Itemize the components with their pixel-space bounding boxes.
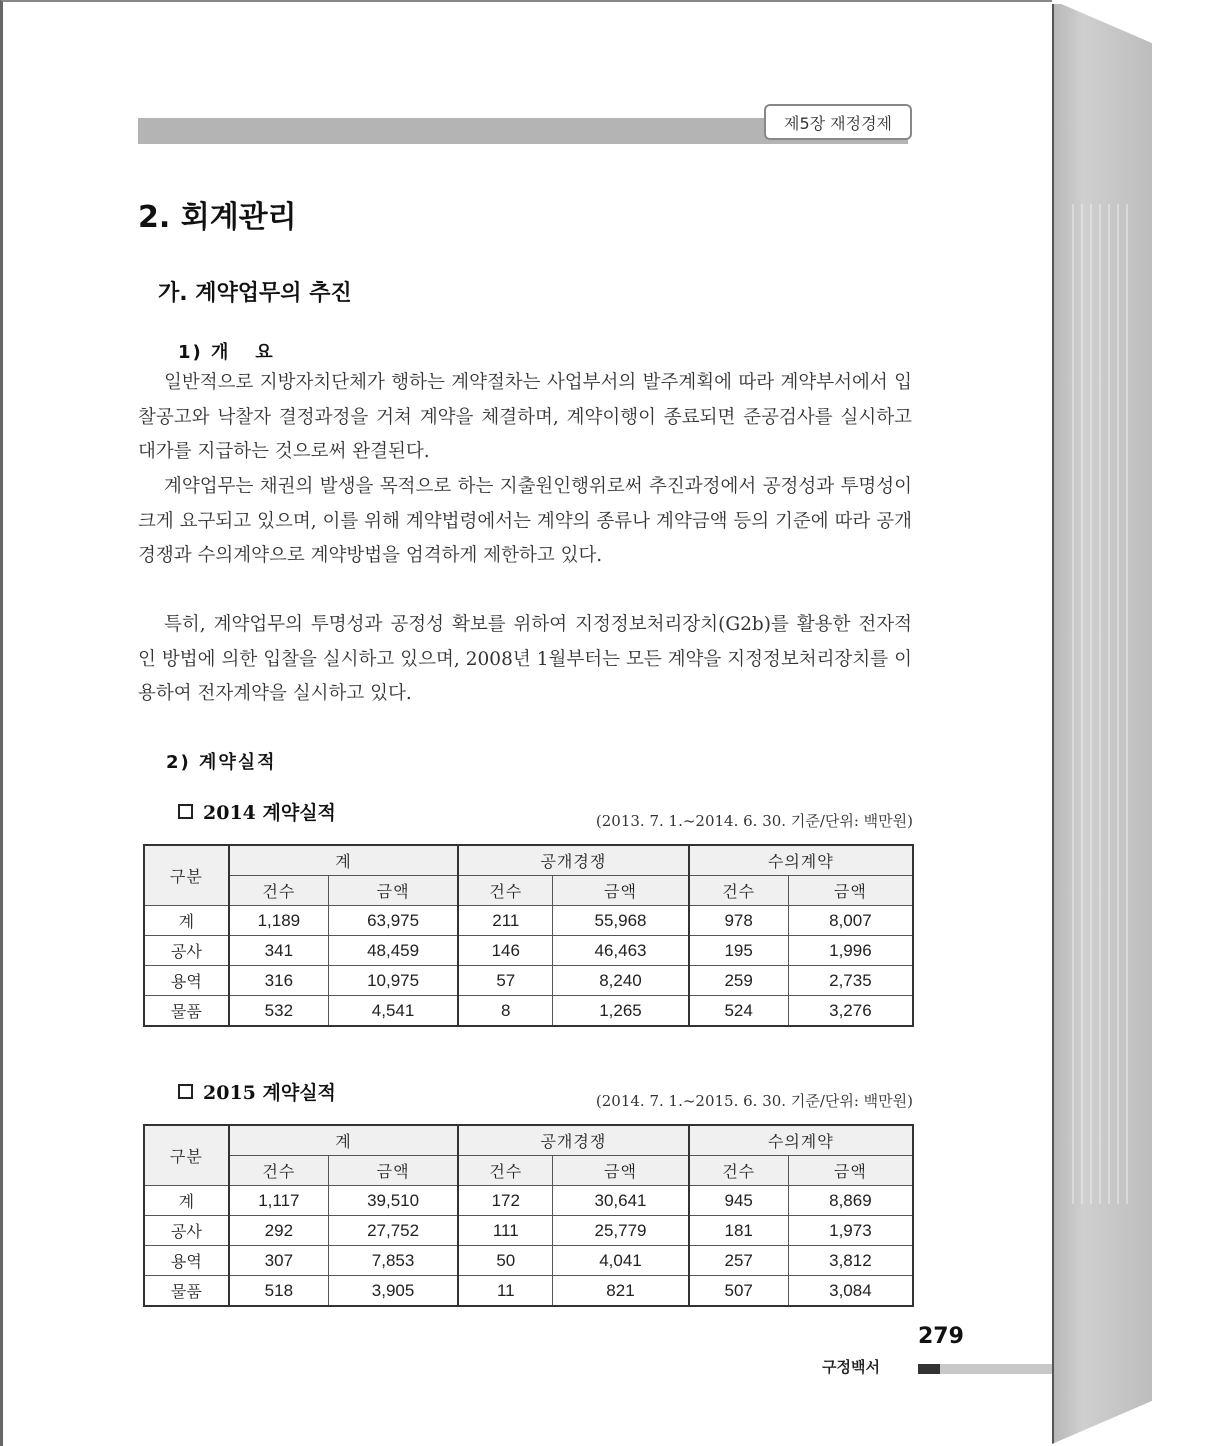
checkbox-icon <box>178 1084 193 1099</box>
cell: 257 <box>689 1246 789 1276</box>
results-heading: 2) 계약실적 <box>166 752 277 773</box>
cell: 8,869 <box>788 1186 913 1216</box>
table-row <box>144 906 913 936</box>
cell: 11 <box>458 1276 553 1307</box>
cell: 3,812 <box>788 1246 913 1276</box>
header-category: 구분 <box>144 845 229 906</box>
header-count: 건수 <box>229 1156 329 1186</box>
row-label: 물품 <box>144 996 229 1027</box>
cell: 2,735 <box>788 966 913 996</box>
book-title: 구정백서 <box>822 1358 880 1376</box>
cell: 524 <box>689 996 789 1027</box>
header-amount: 금액 <box>328 876 458 906</box>
header-amount: 금액 <box>553 876 689 906</box>
header-group-private: 수의계약 <box>689 1125 913 1156</box>
cell: 307 <box>229 1246 329 1276</box>
header-amount: 금액 <box>788 1156 913 1186</box>
section-title: 2. 회계관리 <box>138 200 297 235</box>
cell: 57 <box>458 966 553 996</box>
row-label: 공사 <box>144 1216 229 1246</box>
header-group-private: 수의계약 <box>689 845 913 876</box>
cell: 1,117 <box>229 1186 329 1216</box>
page-number: 279 <box>918 1324 964 1349</box>
subsection-title: 가. 계약업무의 추진 <box>158 281 352 306</box>
table-title-text: 2015 계약실적 <box>203 1082 336 1104</box>
cell: 4,541 <box>328 996 458 1027</box>
cell: 8,240 <box>553 966 689 996</box>
table-2015-title <box>178 1078 336 1105</box>
header-count: 건수 <box>458 876 553 906</box>
cell: 1,265 <box>553 996 689 1027</box>
cell: 181 <box>689 1216 789 1246</box>
row-label: 용역 <box>144 1246 229 1276</box>
row-label: 계 <box>144 1186 229 1216</box>
cell: 1,189 <box>229 906 329 936</box>
footer-bar <box>940 1364 1052 1374</box>
table-row <box>144 1216 913 1246</box>
table-row <box>144 1276 913 1307</box>
header-amount: 금액 <box>788 876 913 906</box>
cell: 532 <box>229 996 329 1027</box>
header-group-open: 공개경쟁 <box>458 1125 688 1156</box>
cell: 211 <box>458 906 553 936</box>
cell: 195 <box>689 936 789 966</box>
checkbox-icon <box>178 804 193 819</box>
cell: 945 <box>689 1186 789 1216</box>
table-2014-title <box>178 798 336 825</box>
cell: 39,510 <box>328 1186 458 1216</box>
cell: 292 <box>229 1216 329 1246</box>
cell: 259 <box>689 966 789 996</box>
cell: 507 <box>689 1276 789 1307</box>
cell: 25,779 <box>553 1216 689 1246</box>
footer-bar-accent <box>918 1364 940 1374</box>
row-label: 용역 <box>144 966 229 996</box>
cell: 10,975 <box>328 966 458 996</box>
header-count: 건수 <box>689 876 789 906</box>
table-row <box>144 936 913 966</box>
row-label: 공사 <box>144 936 229 966</box>
cell: 146 <box>458 936 553 966</box>
cell: 3,276 <box>788 996 913 1027</box>
header-category: 구분 <box>144 1125 229 1186</box>
cell: 8 <box>458 996 553 1027</box>
cell: 8,007 <box>788 906 913 936</box>
header-group-open: 공개경쟁 <box>458 845 688 876</box>
row-label: 물품 <box>144 1276 229 1307</box>
table-row <box>144 966 913 996</box>
cell: 1,973 <box>788 1216 913 1246</box>
cell: 50 <box>458 1246 553 1276</box>
header-amount: 금액 <box>328 1156 458 1186</box>
cell: 518 <box>229 1276 329 1307</box>
paragraph-1: 일반적으로 지방자치단체가 행하는 계약절차는 사업부서의 발주계획에 따라 계약부서에서 입찰공고와 낙찰자 결정과정을 거쳐 계약을 체결하며, 계약이행이 종료되면 준공검사를 실시하고 대가를 지급하는 것으로써 완결된다. <box>138 372 912 462</box>
cell: 27,752 <box>328 1216 458 1246</box>
chapter-tag: 제5장 재정경제 <box>764 104 912 140</box>
contract-table-2014 <box>143 844 914 1027</box>
table-2014-note: (2013. 7. 1.~2014. 6. 30. 기준/단위: 백만원) <box>595 812 913 830</box>
table-row <box>144 996 913 1027</box>
cell: 3,084 <box>788 1276 913 1307</box>
cell: 63,975 <box>328 906 458 936</box>
header-count: 건수 <box>458 1156 553 1186</box>
cell: 821 <box>553 1276 689 1307</box>
cell: 316 <box>229 966 329 996</box>
cell: 172 <box>458 1186 553 1216</box>
cell: 46,463 <box>553 936 689 966</box>
cell: 111 <box>458 1216 553 1246</box>
table-title-text: 2014 계약실적 <box>203 802 336 824</box>
cell: 48,459 <box>328 936 458 966</box>
header-group-total: 계 <box>229 1125 458 1156</box>
page-stack-lines <box>1072 204 1132 1204</box>
book-page-edge <box>1052 4 1152 1444</box>
table-2015-note: (2014. 7. 1.~2015. 6. 30. 기준/단위: 백만원) <box>595 1092 913 1110</box>
header-count: 건수 <box>229 876 329 906</box>
cell: 341 <box>229 936 329 966</box>
cell: 978 <box>689 906 789 936</box>
contract-table-2015 <box>143 1124 914 1307</box>
cell: 1,996 <box>788 936 913 966</box>
table-row <box>144 1246 913 1276</box>
table-row <box>144 1186 913 1216</box>
cell: 3,905 <box>328 1276 458 1307</box>
header-amount: 금액 <box>553 1156 689 1186</box>
cell: 4,041 <box>553 1246 689 1276</box>
cell: 55,968 <box>553 906 689 936</box>
page-edge-top-corner <box>1052 0 1154 44</box>
header-group-total: 계 <box>229 845 458 876</box>
row-label: 계 <box>144 906 229 936</box>
cell: 7,853 <box>328 1246 458 1276</box>
paragraph-3: 특히, 계약업무의 투명성과 공정성 확보를 위하여 지정정보처리장치(G2b)를 활용한 전자적인 방법에 의한 입찰을 실시하고 있으며, 2008년 1월부터는 모든 계약을 지정정보처리장치를 이용하여 전자계약을 실시하고 있다. <box>138 614 912 704</box>
page-edge-bottom-corner <box>1052 1400 1154 1444</box>
header-count: 건수 <box>689 1156 789 1186</box>
overview-heading: 1) 개 요 <box>178 342 275 363</box>
paragraph-2: 계약업무는 채권의 발생을 목적으로 하는 지출원인행위로써 추진과정에서 공정성과 투명성이 크게 요구되고 있으며, 이를 위해 계약법령에서는 계약의 종류나 계약금액 등의 기준에 따라 공개경쟁과 수의계약으로 계약방법을 엄격하게 제한하고 있다. <box>138 476 912 566</box>
cell: 30,641 <box>553 1186 689 1216</box>
